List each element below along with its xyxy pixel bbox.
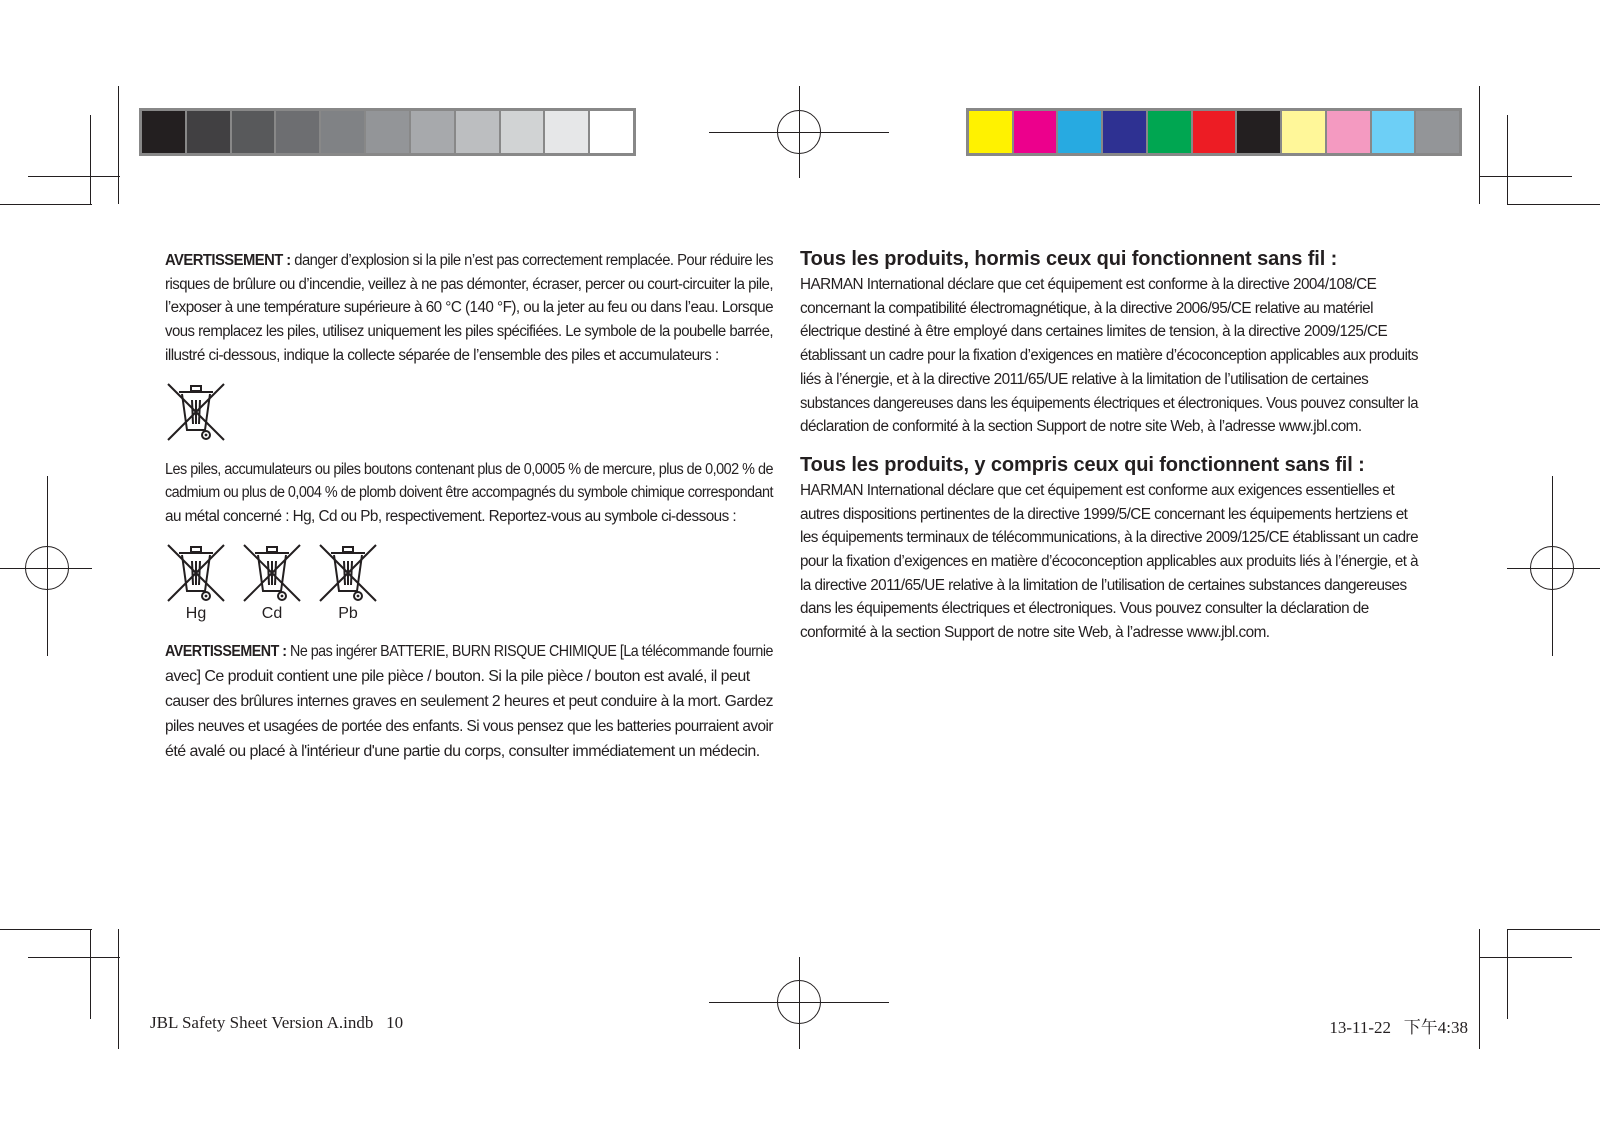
gray-swatch bbox=[232, 111, 277, 153]
gray-swatch bbox=[411, 111, 456, 153]
gray-swatch bbox=[456, 111, 501, 153]
right-column bbox=[800, 247, 1440, 645]
process-color-bar bbox=[966, 108, 1462, 156]
bin-label: Pb bbox=[338, 604, 358, 622]
crossed-bin-cd-icon bbox=[241, 541, 303, 605]
color-swatch bbox=[1148, 111, 1193, 153]
color-swatch bbox=[1282, 111, 1327, 153]
slug-timestamp: 13-11-22 下午4:38 bbox=[1329, 1018, 1468, 1037]
color-swatch bbox=[1014, 111, 1059, 153]
bin-label: Cd bbox=[261, 604, 283, 622]
non-wireless-declaration: HARMAN International déclare que cet équipement est conforme à la directive 2004/108/CE concernant la compatibilité électromagnétique, à la directive 2006/95/CE relative au matériel électrique destiné à être employé dans certaines limites de tension, à la directive 2009/125/CE établissant un cadre pour la fixation d’exigences en matière d’écoconception applicables aux produits liés à l’énergie, et à la directive 2011/65/UE relative à la limitation de l’utilisation de certaines substances dangereuses dans les équipements électriques et électroniques. Vous pouvez consulter la déclaration de conformité à la section Support de notre site Web, à l’adresse www.jbl.com. bbox=[800, 276, 1418, 436]
button-cell-warning-paragraph: AVERTISSEMENT : Ne pas ingérer BATTERIE, BURN RISQUE CHIMIQUE [La télécommande fournie avec] Ce produit contient une pile pièce / bouton. Si la pile pièce / bouton est avalé, il peut causer des brûlures internes graves en seulement 2 heures et peut conduire à la mort. Gardez piles neuves et usagées de portée des enfants. Si vous pensez que les batteries pourraient avoir été avalé ou placé à l'intérieur d'une partie du corps, consulter immédiatement un médecin. bbox=[165, 642, 773, 760]
color-swatch bbox=[1372, 111, 1417, 153]
warning-label: AVERTISSEMENT : bbox=[165, 252, 291, 269]
heading-wireless: Tous les produits, y compris ceux qui fonctionnent sans fil : bbox=[800, 453, 1365, 476]
crossed-bin-pb-icon bbox=[317, 541, 379, 605]
gray-swatch bbox=[590, 111, 633, 153]
color-swatch bbox=[1416, 111, 1459, 153]
battery-warning-paragraph: AVERTISSEMENT : danger d’explosion si la pile n’est pas correctement remplacée. Pour réduire les risques de brûlure ou d’incendie, veillez à ne pas démonter, écraser, percer ou court-circuiter la pile, l’exposer à une température supérieure à 60 °C (140 °F), ou la jeter au feu ou dans l’eau. Lorsque vous remplacez les piles, utilisez uniquement les piles spécifiées. Le symbole de la poubelle barrée, illustré ci-dessous, indique la collecte séparée de l’ensemble des piles et accumulateurs : bbox=[165, 252, 773, 364]
crossed-bin-icon bbox=[165, 380, 227, 444]
color-swatch bbox=[1193, 111, 1238, 153]
chemical-bin-icons bbox=[165, 541, 785, 623]
wireless-declaration: HARMAN International déclare que cet équipement est conforme aux exigences essentielles et autres dispositions pertinentes de la directive 1999/5/CE concernant les équipements hertziens et les équipements terminaux de télécommunications, à la directive 2009/125/CE établissant un cadre pour la fixation d’exigences en matière d’écoconception applicables aux produits liés à l’énergie, et à la directive 2011/65/UE relative à la limitation de l’utilisation de certaines substances dangereuses dans les équipements électriques et électroniques. Vous pouvez consulter la déclaration de conformité à la section Support de notre site Web, à l’adresse www.jbl.com. bbox=[800, 481, 1418, 642]
warning-label: AVERTISSEMENT : bbox=[165, 642, 287, 660]
gray-swatch bbox=[501, 111, 546, 153]
gray-swatch bbox=[276, 111, 321, 153]
grayscale-color-bar bbox=[139, 108, 636, 156]
color-swatch bbox=[1237, 111, 1282, 153]
bin-icon-hg bbox=[165, 541, 227, 623]
gray-swatch bbox=[366, 111, 411, 153]
heavy-metal-paragraph: Les piles, accumulateurs ou piles boutons contenant plus de 0,0005 % de mercure, plus de 0,002 % de cadmium ou plus de 0,004 % de plomb doivent être accompagnés du symbole chimique correspondant au métal concerné : Hg, Cd ou Pb, respectivement. Reportez-vous au symbole ci-dessous : bbox=[165, 460, 773, 525]
color-swatch bbox=[1327, 111, 1372, 153]
gray-swatch bbox=[187, 111, 232, 153]
slug-file-info: JBL Safety Sheet Version A.indb 10 bbox=[150, 1013, 404, 1032]
crossed-bin-hg-icon bbox=[165, 541, 227, 605]
bin-label: Hg bbox=[185, 604, 207, 622]
color-swatch bbox=[1103, 111, 1148, 153]
gray-swatch bbox=[142, 111, 187, 153]
gray-swatch bbox=[545, 111, 590, 153]
left-column bbox=[165, 249, 785, 764]
bin-icon-pb bbox=[317, 541, 379, 623]
bin-icon-cd bbox=[241, 541, 303, 623]
heading-non-wireless: Tous les produits, hormis ceux qui fonctionnent sans fil : bbox=[800, 248, 1338, 270]
gray-swatch bbox=[321, 111, 366, 153]
color-swatch bbox=[1058, 111, 1103, 153]
color-swatch bbox=[969, 111, 1014, 153]
